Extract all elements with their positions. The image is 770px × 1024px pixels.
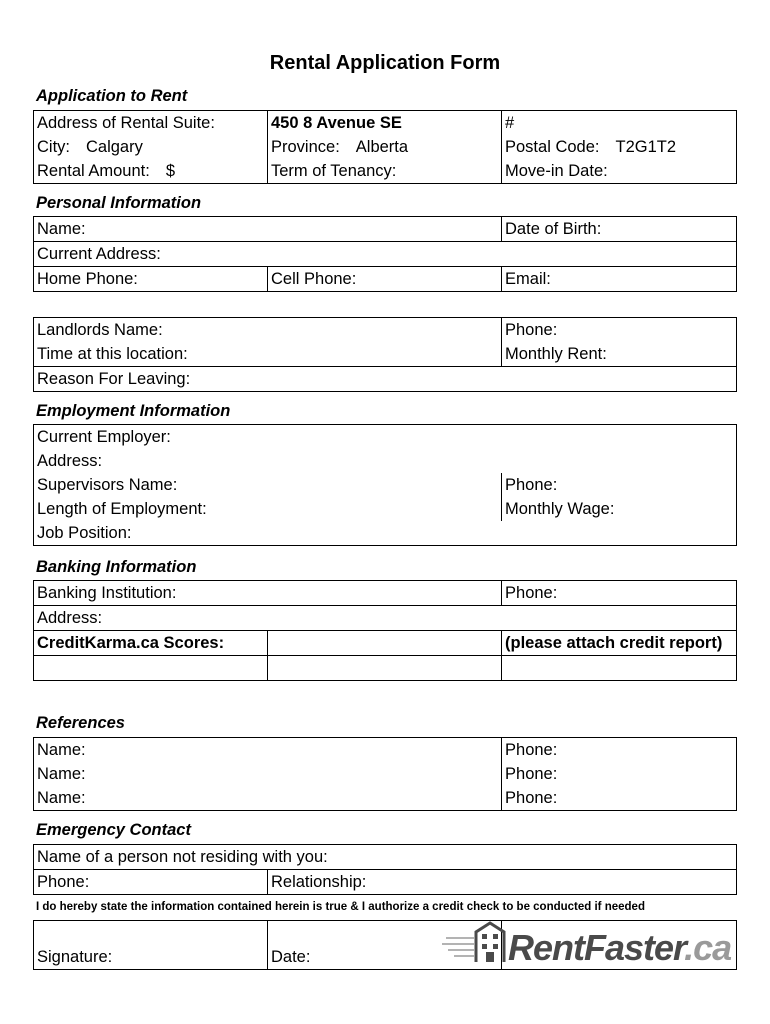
cell-phone-label: Cell Phone: <box>271 270 357 288</box>
suite-label: # <box>505 114 515 132</box>
reference-name-cell[interactable] <box>34 786 502 811</box>
reference-name-cell[interactable] <box>34 762 502 786</box>
city-cell[interactable] <box>34 135 268 159</box>
postal-value: T2G1T2 <box>615 138 677 156</box>
name-cell[interactable] <box>34 217 502 242</box>
attach-report-label: (please attach credit report) <box>502 631 737 656</box>
address-value[interactable]: 450 8 Avenue SE <box>268 111 502 136</box>
emergency-person-cell[interactable] <box>34 845 737 870</box>
city-value: Calgary <box>86 138 143 156</box>
table-row <box>34 762 737 786</box>
reference-phone-cell[interactable] <box>502 762 737 786</box>
landlord-phone-cell[interactable] <box>502 318 737 343</box>
signature-cell[interactable] <box>34 921 268 970</box>
name-label: Name: <box>37 220 86 238</box>
monthly-rent-cell[interactable] <box>502 342 737 367</box>
table-row <box>34 267 737 292</box>
city-label: City: <box>37 138 70 156</box>
postal-cell[interactable] <box>502 135 737 159</box>
home-phone-label: Home Phone: <box>37 270 138 288</box>
logo-suffix-text: .ca <box>684 927 732 968</box>
position-cell[interactable] <box>34 521 737 546</box>
bank-address-label: Address: <box>37 609 103 627</box>
form-title: Rental Application Form <box>269 52 501 74</box>
reference-phone-cell[interactable] <box>502 738 737 763</box>
province-value: Alberta <box>355 138 409 156</box>
table-row <box>34 449 737 473</box>
table-row <box>34 217 737 242</box>
section-heading-application: Application to Rent <box>36 87 188 105</box>
landlord-name-cell[interactable] <box>34 318 502 343</box>
reference-name-label: Name: <box>37 741 86 759</box>
reference-phone-label: Phone: <box>505 765 558 783</box>
relationship-cell[interactable] <box>268 870 737 895</box>
table-row <box>34 367 737 392</box>
bank-phone-label: Phone: <box>505 584 558 602</box>
section-heading-emergency: Emergency Contact <box>36 821 191 839</box>
supervisor-cell[interactable] <box>34 473 502 497</box>
table-row <box>34 473 737 497</box>
table-row <box>34 870 737 895</box>
cell-phone-cell[interactable] <box>268 267 502 292</box>
reference-name-label: Name: <box>37 765 86 783</box>
employer-phone-cell[interactable] <box>502 473 737 497</box>
section-heading-banking: Banking Information <box>36 558 197 576</box>
logo-brand-text: RentFaster <box>508 927 685 968</box>
reference-phone-cell[interactable] <box>502 786 737 811</box>
employer-phone-label: Phone: <box>505 476 558 494</box>
relationship-label: Relationship: <box>271 873 367 891</box>
rental-amount-cell[interactable] <box>34 159 268 184</box>
reference-phone-label: Phone: <box>505 741 558 759</box>
table-row <box>34 342 737 367</box>
table-row <box>34 159 737 184</box>
supervisor-label: Supervisors Name: <box>37 476 178 494</box>
time-location-label: Time at this location: <box>37 345 188 363</box>
table-row <box>34 845 737 870</box>
postal-label: Postal Code: <box>505 138 600 156</box>
credit-score-label: CreditKarma.ca Scores: <box>34 631 268 656</box>
movein-label: Move-in Date: <box>505 162 608 180</box>
reason-label: Reason For Leaving: <box>37 370 191 388</box>
signature-label: Signature: <box>37 948 113 966</box>
wage-cell[interactable] <box>502 497 737 521</box>
bank-address-cell[interactable] <box>34 606 737 631</box>
rental-amount-label: Rental Amount: <box>37 162 150 180</box>
address-label: Address of Rental Suite: <box>37 114 215 132</box>
emergency-person-label: Name of a person not residing with you: <box>37 848 328 866</box>
table-row <box>34 135 737 159</box>
bank-phone-cell[interactable] <box>502 581 737 606</box>
table-row <box>34 111 737 136</box>
table-row <box>34 497 737 521</box>
banking-table <box>33 580 737 681</box>
term-label: Term of Tenancy: <box>271 162 397 180</box>
svg-text:RentFaster.ca <box>508 927 731 968</box>
length-cell[interactable] <box>34 497 502 521</box>
credit-score-field[interactable] <box>268 631 502 656</box>
reason-cell[interactable] <box>34 367 737 392</box>
province-cell[interactable] <box>268 135 502 159</box>
emergency-table <box>33 844 737 895</box>
time-location-cell[interactable] <box>34 342 502 367</box>
current-address-label: Current Address: <box>37 245 161 263</box>
reference-name-cell[interactable] <box>34 738 502 763</box>
consent-statement: I do hereby state the information contained herein is true & I authorize a credit check to be conducted if needed <box>36 901 645 913</box>
email-cell[interactable] <box>502 267 737 292</box>
position-label: Job Position: <box>37 524 132 542</box>
rentfaster-logo <box>440 918 732 968</box>
current-address-cell[interactable] <box>34 242 737 267</box>
employer-address-label: Address: <box>37 452 103 470</box>
wage-label: Monthly Wage: <box>505 500 615 518</box>
section-heading-references: References <box>36 714 125 732</box>
dob-cell[interactable] <box>502 217 737 242</box>
section-heading-personal: Personal Information <box>36 194 202 212</box>
address-cell[interactable] <box>34 111 268 136</box>
landlord-phone-label: Phone: <box>505 321 558 339</box>
suite-cell[interactable] <box>502 111 737 136</box>
table-row <box>34 656 737 681</box>
table-row <box>34 425 737 450</box>
province-label: Province: <box>271 138 340 156</box>
home-phone-cell[interactable] <box>34 267 268 292</box>
landlord-name-label: Landlords Name: <box>37 321 163 339</box>
date-label: Date: <box>271 948 311 966</box>
employer-label: Current Employer: <box>37 428 171 446</box>
table-row <box>34 242 737 267</box>
currency-symbol: $ <box>165 162 176 180</box>
table-row <box>34 786 737 811</box>
reference-name-label: Name: <box>37 789 86 807</box>
section-heading-employment: Employment Information <box>36 402 231 420</box>
credit-blank-1[interactable] <box>34 656 268 681</box>
emergency-phone-cell[interactable] <box>34 870 268 895</box>
table-row <box>34 606 737 631</box>
table-row <box>34 581 737 606</box>
application-table <box>33 110 737 184</box>
emergency-phone-label: Phone: <box>37 873 90 891</box>
reference-phone-label: Phone: <box>505 789 558 807</box>
table-row <box>34 521 737 546</box>
table-row <box>34 318 737 343</box>
credit-blank-2[interactable] <box>268 656 502 681</box>
landlord-table <box>33 317 737 392</box>
monthly-rent-label: Monthly Rent: <box>505 345 607 363</box>
personal-table <box>33 216 737 292</box>
email-label: Email: <box>505 270 551 288</box>
length-label: Length of Employment: <box>37 500 207 518</box>
employment-table <box>33 424 737 546</box>
movein-cell[interactable] <box>502 159 737 184</box>
table-row <box>34 631 737 656</box>
institution-cell[interactable] <box>34 581 502 606</box>
employer-cell[interactable] <box>34 425 737 450</box>
term-cell[interactable] <box>268 159 502 184</box>
credit-blank-3[interactable] <box>502 656 737 681</box>
institution-label: Banking Institution: <box>37 584 177 602</box>
table-row <box>34 738 737 763</box>
references-table <box>33 737 737 811</box>
dob-label: Date of Birth: <box>505 220 602 238</box>
employer-address-cell[interactable] <box>34 449 737 473</box>
building-icon <box>442 923 504 962</box>
